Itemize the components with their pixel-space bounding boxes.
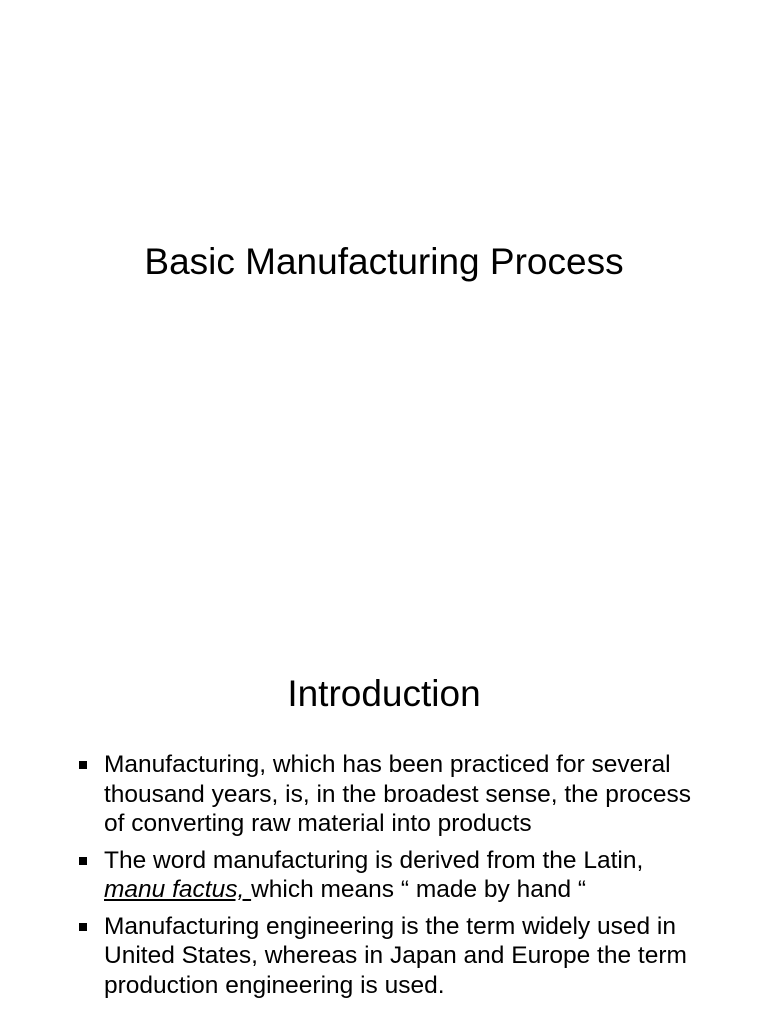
bullet-item [0, 846, 768, 905]
square-bullet-icon [79, 923, 87, 931]
slide-heading: Introduction [287, 673, 481, 714]
bullet-text: Manufacturing, which has been practiced for several thousand years, is, in the broadest sense, the process of converting raw material into products [104, 751, 691, 837]
square-bullet-icon [79, 857, 87, 865]
bullet-item [0, 750, 768, 839]
bullet-text-before: The word manufacturing is derived from the Latin, [104, 846, 644, 874]
latin-phrase: manu factus, [104, 876, 252, 903]
bullet-list [0, 750, 768, 1007]
square-bullet-icon [79, 761, 87, 769]
slide-title: Basic Manufacturing Process [144, 241, 624, 282]
introduction-slide [0, 512, 768, 1024]
bullet-item [0, 912, 768, 1001]
bullet-text-after: which means “ made by hand “ [251, 876, 587, 903]
bullet-text: Manufacturing engineering is the term widely used in United States, whereas in Japan and Europe the term production engineering is used. [104, 912, 687, 999]
